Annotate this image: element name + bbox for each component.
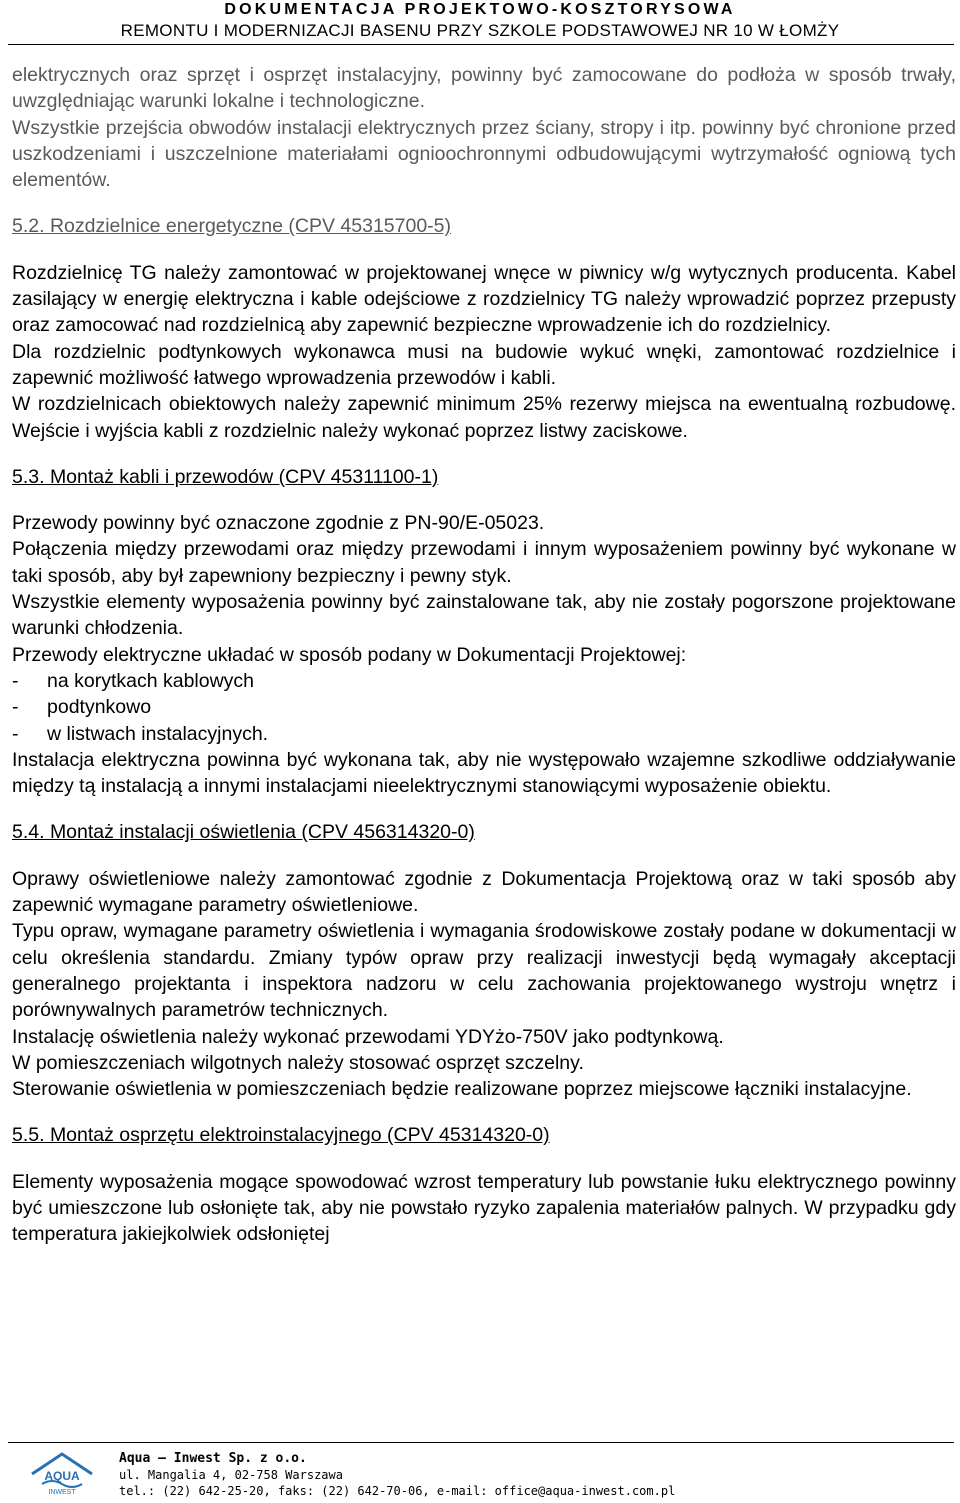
- section-5-2-paragraph-1: Rozdzielnicę TG należy zamontować w projektowanej wnęce w piwnicy w/g wytycznych producenta. Kabel zasilający w energię elektryczna i kable odejściowe z rozdzielnicy TG należy wprowadzić poprzez przepusty oraz zamocować nad rozdzielnicą aby zapewnić bezpieczne wprowadzenie ich do rozdzielnicy.: [12, 261, 956, 337]
- list-item: [12, 668, 956, 694]
- section-5-3-paragraph-2: Połączenia między przewodami oraz między przewodami i innym wyposażeniem powinny być wykonane w taki sposób, aby był zapewniony bezpieczny i pewny styk.: [12, 538, 956, 587]
- list-item-text: w listwach instalacyjnych.: [47, 722, 269, 745]
- section-5-4-paragraph-4: W pomieszczeniach wilgotnych należy stosować osprzęt szczelny.: [12, 1051, 584, 1074]
- list-dash: -: [12, 696, 19, 719]
- footer-contact: tel.: (22) 642-25-20, faks: (22) 642-70-06, e-mail: office@aqua-inwest.com.pl: [119, 1484, 676, 1498]
- list-dash: -: [12, 669, 19, 692]
- section-5-5-paragraph-1: Elementy wyposażenia mogące spowodować wzrost temperatury lub powstanie łuku elektrycznego powinny być umieszczone lub osłonięte tak, aby nie powstało ryzyko zapalenia materiałów palnych. W przypadku gdy temperatura jakiejkolwiek odsłoniętej: [12, 1170, 956, 1246]
- section-5-4-paragraph-5: Sterowanie oświetlenia w pomieszczeniach będzie realizowane poprzez miejscowe łączniki instalacyjne.: [12, 1078, 912, 1101]
- document-subtitle: REMONTU I MODERNIZACJI BASENU PRZY SZKOLE PODSTAWOWEJ NR 10 W ŁOMŻY: [120, 21, 840, 40]
- list-dash: -: [12, 722, 19, 745]
- list-item-text: na korytkach kablowych: [47, 669, 255, 692]
- svg-text:AQUA: AQUA: [44, 1469, 80, 1483]
- section-5-3-heading: 5.3. Montaż kabli i przewodów (CPV 45311100-1): [12, 465, 439, 488]
- section-5-3-paragraph-3: Wszystkie elementy wyposażenia powinny być zainstalowane tak, aby nie zostały pogorszone projektowane warunki chłodzenia.: [12, 591, 956, 640]
- footer-divider: [8, 1442, 954, 1443]
- section-5-3-paragraph-5: Instalacja elektryczna powinna być wykonana tak, aby nie występowało wzajemne szkodliwe oddziaływanie między tą instalacją a innymi instalacjami nieelektrycznymi stanowiącymi wyposażenie obiektu.: [12, 748, 956, 798]
- page-header: [0, 0, 960, 44]
- list-item-text: podtynkowo: [47, 696, 152, 719]
- list-item: [12, 694, 956, 720]
- section-5-4-paragraph-1: Oprawy oświetleniowe należy zamontować zgodnie z Dokumentacja Projektową oraz w taki sposób aby zapewnić wymagane parametry oświetleniowe.: [12, 867, 956, 917]
- footer-company: Aqua – Inwest Sp. z o.o.: [119, 1451, 307, 1466]
- section-5-3-paragraph-1: Przewody powinny być oznaczone zgodnie z PN-90/E-05023.: [12, 512, 545, 535]
- section-5-2-paragraph-3: W rozdzielnicach obiektowych należy zapewnić minimum 25% rezerwy miejsca na ewentualną rozbudowę. Wejście i wyjścia kabli z rozdzielnic należy wykonać poprzez listwy zaciskowe.: [12, 393, 956, 442]
- header-divider: [8, 44, 954, 45]
- section-5-2-heading: 5.2. Rozdzielnice energetyczne (CPV 45315700-5): [12, 215, 452, 238]
- document-body: [12, 62, 956, 1248]
- list-item: [12, 721, 956, 747]
- section-5-4-paragraph-2: Typu opraw, wymagane parametry oświetlenia i wymagania środowiskowe zostały podane w dokumentacji w celu określenia standardu. Zmiany typów opraw przy realizacji inwestycji będą wymagały akceptacji generalnego projektanta i inspektora nadzoru w celu zachowania projektowanego wystroju wnętrz i porównywalnych parametrów technicznych.: [12, 920, 956, 1022]
- page-footer: [0, 1440, 960, 1503]
- footer-address: ul. Mangalia 4, 02-758 Warszawa: [119, 1468, 343, 1482]
- section-5-3-paragraph-4: Przewody elektryczne układać w sposób podany w Dokumentacji Projektowej:: [12, 643, 687, 666]
- section-5-5-heading: 5.5. Montaż osprzętu elektroinstalacyjnego (CPV 45314320-0): [12, 1124, 550, 1147]
- company-logo-icon: [26, 1448, 98, 1500]
- section-5-4-paragraph-3: Instalację oświetlenia należy wykonać przewodami YDYżo-750V jako podtynkową.: [12, 1025, 724, 1048]
- svg-text:INWEST: INWEST: [48, 1489, 76, 1496]
- section-5-4-heading: 5.4. Montaż instalacji oświetlenia (CPV 456314320-0): [12, 821, 475, 844]
- document-title: DOKUMENTACJA PROJEKTOWO-KOSZTORYSOWA: [224, 1, 736, 18]
- section-5-2-paragraph-2: Dla rozdzielnic podtynkowych wykonawca musi na budowie wykuć wnęki, zamontować rozdzielnice i zapewnić możliwość łatwego wprowadzenia przewodów i kabli.: [12, 340, 956, 389]
- intro-paragraph-1: elektrycznych oraz sprzęt i osprzęt instalacyjny, powinny być zamocowane do podłoża w sposób trwały, uwzględniając warunki lokalne i technologiczne.: [12, 64, 956, 113]
- intro-paragraph-2: Wszystkie przejścia obwodów instalacji elektrycznych przez ściany, stropy i itp. powinny być chronione przed uszkodzeniami i uszczelnione materiałami ognioochronnymi odbudowującymi wytrzymałość ogniową tych elementów.: [12, 116, 956, 192]
